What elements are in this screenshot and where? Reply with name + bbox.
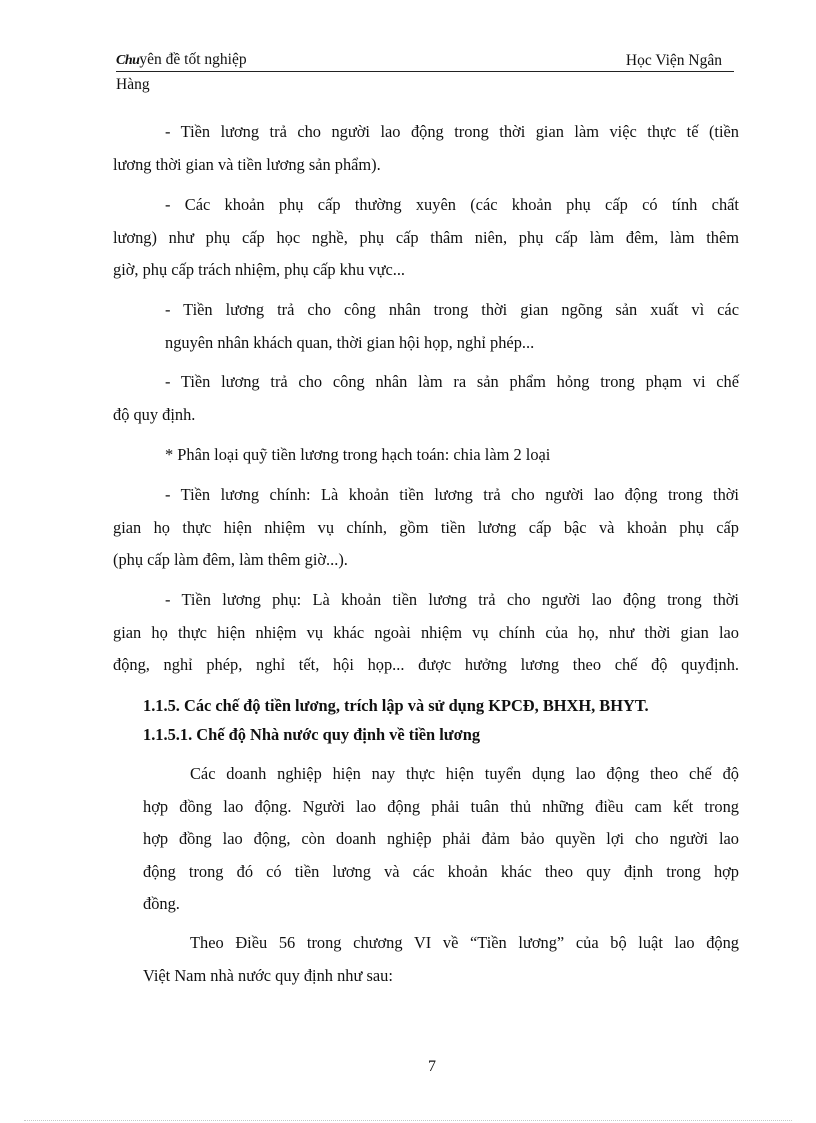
header-script-prefix: Chu xyxy=(116,53,140,68)
text-line: lương) như phụ cấp học nghề, phụ cấp thâm niên, phụ cấp làm đêm, làm thêm xyxy=(113,227,739,247)
page-number: 7 xyxy=(428,1058,436,1075)
text-line: - Tiền lương phụ: Là khoản tiền lương trả cho người lao động trong thời xyxy=(165,590,739,609)
text-line: động trong đó có tiền lương và các khoản khác theo quy định trong hợp xyxy=(143,861,739,881)
paragraph-5 xyxy=(165,439,739,472)
text-line: gian họ thực hiện nhiệm vụ khác ngoài nhiệm vụ chính của họ, như thời gian lao xyxy=(113,622,739,642)
paragraph-9 xyxy=(143,927,739,992)
header-left xyxy=(116,50,247,70)
running-header xyxy=(116,50,734,94)
paragraph-4 xyxy=(113,366,739,431)
section-heading-1-1-5: 1.1.5. Các chế độ tiền lương, trích lập và sử dụng KPCĐ, BHXH, BHYT. xyxy=(143,696,649,715)
text-line: Theo Điều 56 trong chương VI về “Tiền lương” của bộ luật lao động xyxy=(190,933,739,952)
footer-divider xyxy=(24,1120,792,1121)
paragraph-1 xyxy=(113,116,739,181)
text-line: Các doanh nghiệp hiện nay thực hiện tuyển dụng lao động theo chế độ xyxy=(190,764,739,783)
text-line: - Tiền lương trả cho người lao động trong thời gian làm việc thực tế (tiền xyxy=(165,122,739,141)
text-line: - Tiền lương trả cho công nhân trong thời gian ngõng sản xuất vì các xyxy=(165,300,739,319)
text-line: giờ, phụ cấp trách nhiệm, phụ cấp khu vực... xyxy=(113,260,406,279)
section-heading-1-1-5-1: 1.1.5.1. Chế độ Nhà nước quy định về tiền lương xyxy=(143,725,481,744)
text-line: hợp đồng lao động, còn doanh nghiệp phải đảm bảo quyền lợi cho người lao xyxy=(143,829,739,848)
header-line xyxy=(116,50,734,72)
paragraph-6 xyxy=(113,479,739,577)
text-line: nguyên nhân khách quan, thời gian hội họp, nghỉ phép... xyxy=(165,332,535,352)
text-line: - Các khoản phụ cấp thường xuyên (các khoản phụ cấp có tính chất xyxy=(165,195,739,214)
paragraph-3 xyxy=(165,294,739,359)
text-line: * Phân loại quỹ tiền lương trong hạch toán: chia làm 2 loại xyxy=(165,445,551,464)
text-line: hợp đồng lao động. Người lao động phải tuân thủ những điều cam kết trong xyxy=(143,796,739,816)
text-line: Việt Nam nhà nước quy định như sau: xyxy=(143,965,393,985)
paragraph-8 xyxy=(143,758,739,921)
text-line: gian họ thực hiện nhiệm vụ chính, gồm tiền lương cấp bậc và khoản phụ cấp xyxy=(113,517,739,537)
paragraph-7 xyxy=(113,584,739,682)
text-line: (phụ cấp làm đêm, làm thêm giờ...). xyxy=(113,550,348,569)
header-continuation: Hàng xyxy=(116,76,150,93)
paragraph-2 xyxy=(113,189,739,287)
text-line: - Tiền lương trả cho công nhân làm ra sản phẩm hỏng trong phạm vi chế xyxy=(165,372,739,391)
text-line: độ quy định. xyxy=(113,404,196,424)
text-line: động, nghỉ phép, nghỉ tết, hội họp... được hưởng lương theo chế độ quyđịnh. xyxy=(113,655,739,674)
text-line: lương thời gian và tiền lương sản phẩm). xyxy=(113,154,381,174)
header-right: Học Viện Ngân xyxy=(625,52,722,69)
header-left-text: yên đề tốt nghiệp xyxy=(139,51,247,68)
text-line: đồng. xyxy=(143,894,180,913)
text-line: - Tiền lương chính: Là khoản tiền lương trả cho người lao động trong thời xyxy=(165,485,739,504)
